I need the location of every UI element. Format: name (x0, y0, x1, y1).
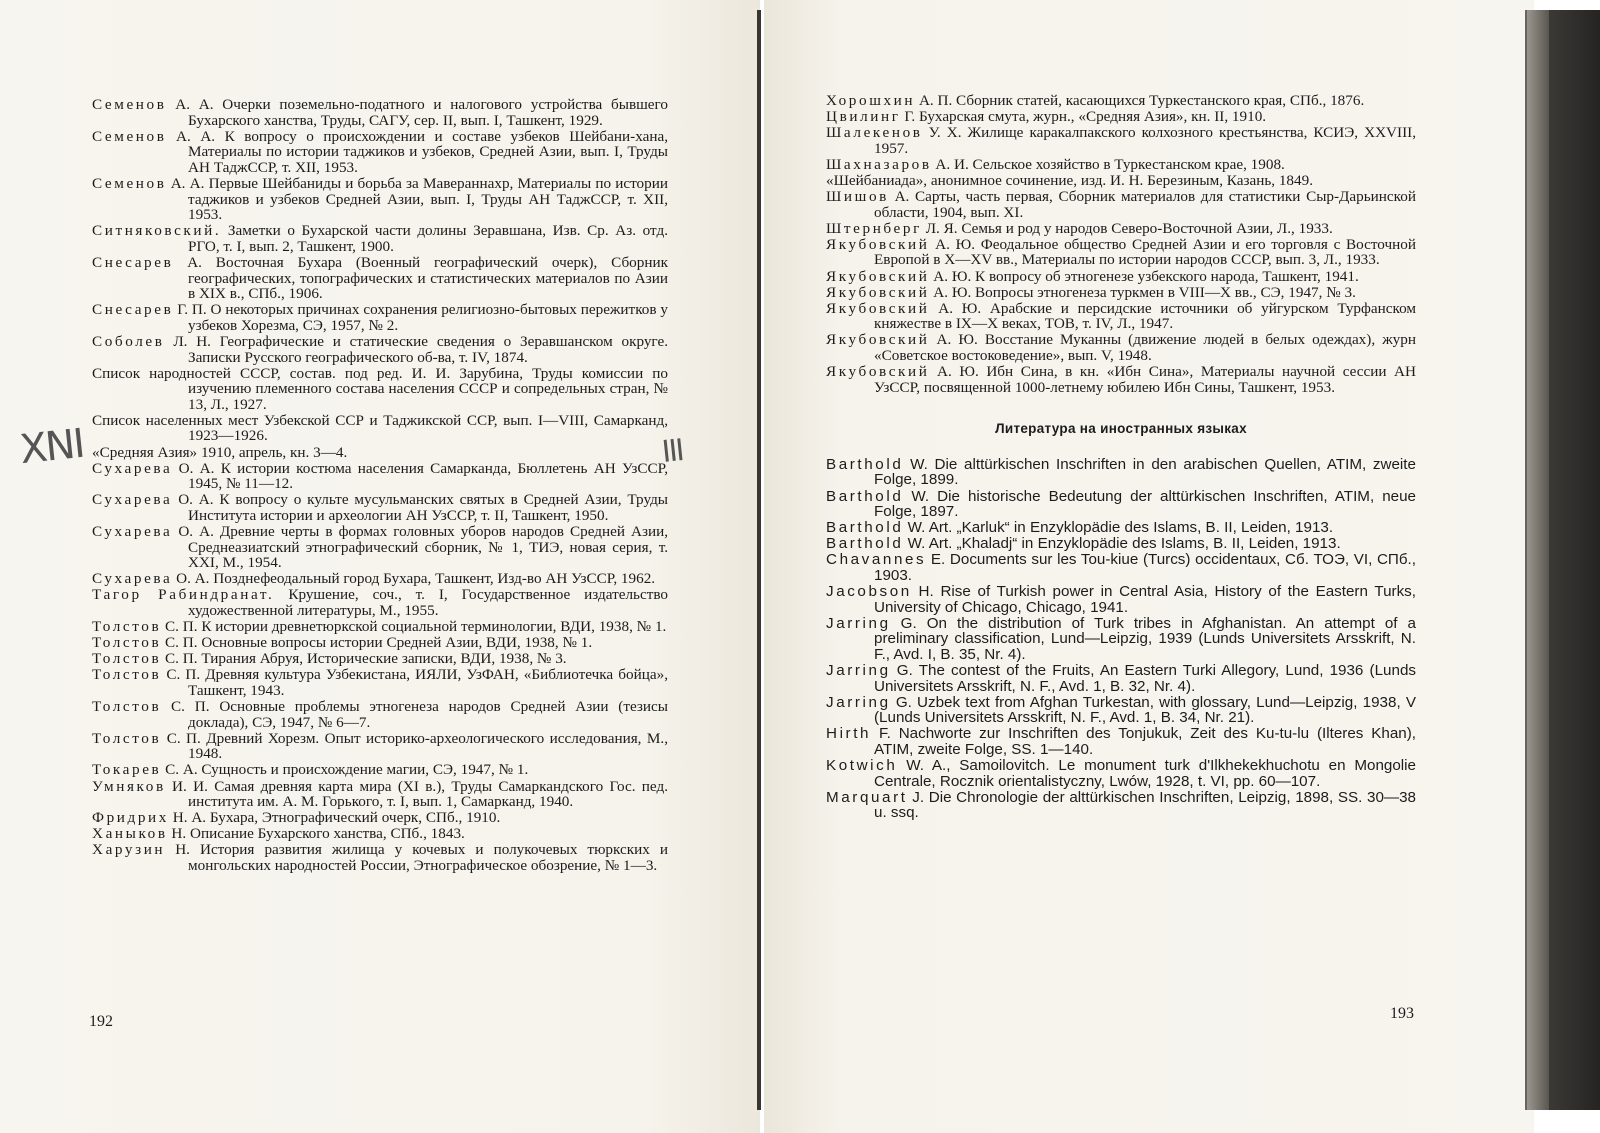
bibliography-entry (826, 457, 1416, 488)
page-number-left: 192 (89, 1013, 113, 1030)
right-bibliography-column (826, 93, 1416, 822)
entry-author: Цвилинг (826, 108, 901, 126)
entry-author: Chavannes (826, 551, 927, 569)
bibliography-entry (826, 173, 1416, 189)
entry-author: Шахназаров (826, 155, 932, 173)
bibliography-entry (92, 651, 668, 667)
bibliography-entry (826, 520, 1416, 536)
entry-author: Якубовский (826, 331, 930, 349)
entry-text: А. Ю. К вопросу об этногенезе узбекского народа, Ташкент, 1941. (933, 267, 1359, 285)
entry-author: Фридрих (92, 809, 169, 827)
entry-author: Якубовский (826, 235, 930, 253)
bibliography-entry (826, 237, 1416, 268)
entry-author: Якубовский (826, 363, 930, 381)
bibliography-entry (92, 334, 668, 365)
entry-text: W. Art. „Karluk“ in Enzyklopädie des Islams, B. II, Leiden, 1913. (907, 519, 1334, 537)
bibliography-entry (92, 731, 668, 762)
entry-author: Толстов (92, 618, 162, 636)
bibliography-entry (92, 524, 668, 571)
entry-text: W. Die historische Bedeutung der alttürkischen Inschriften, ATIM, neue Folge, 1897. (874, 487, 1416, 521)
bibliography-entry (92, 762, 668, 778)
russian-entries (826, 93, 1416, 395)
foreign-entries (826, 457, 1416, 821)
entry-author: Семенов (92, 96, 167, 113)
entry-author: Снесарев (92, 253, 174, 271)
entry-author: Хорошхин (826, 92, 916, 109)
bibliography-entry (92, 587, 668, 618)
entry-author: Толстов (92, 729, 162, 747)
bibliography-entry (826, 285, 1416, 301)
entry-text: Г. П. О некоторых причинах сохранения религиозно-бытовых пережитков у узбеков Хорезма, СЭ, 1957, № 2. (177, 301, 668, 334)
entry-text: W. A., Samoilovitch. Le monument turk d'Ilkhekekhuchotu en Mongolie Centrale, Rocznik orientalistyczny, Lwów, 1928, t. VI, pp. 60—107. (874, 757, 1416, 790)
bibliography-entry (92, 842, 668, 873)
entry-text: G. On the distribution of Turk tribes in Afghanistan. An attempt of a preliminary classification, Lund—Leipzig, 1939 (Lunds Universitets Arsskrift, N. F., Avd. I, B. 35, Nr. 4). (874, 614, 1416, 663)
entry-text: «Шейбаниада», анонимное сочинение, изд. И. Н. Березиным, Казань, 1849. (826, 171, 1314, 189)
entry-text: А. Восточная Бухара (Военный географический очерк), Сборник географических, топографических и статистических материалов по Азии в XIX в., СПб., 1906. (187, 253, 668, 303)
book-cover-edge (1525, 10, 1600, 1110)
bibliography-entry (826, 125, 1416, 156)
entry-text: W. Die alttürkischen Inschriften in den arabischen Quellen, ATIM, zweite Folge, 1899. (874, 455, 1416, 489)
entry-author: Снесарев (92, 301, 174, 319)
bibliography-entry (826, 189, 1416, 220)
bibliography-entry (92, 129, 668, 176)
entry-text: G. The contest of the Fruits, An Eastern Turki Allegory, Lund, 1936 (Lunds Universitets Arsskrift, N. F., Avd. 1, B. 32, Nr. 4). (874, 662, 1416, 695)
entry-author: Шишов (826, 188, 889, 206)
entry-text: А. Ю. Восстание Муканны (движение людей в белых одеждах), журн «Советское востоковедение», вып. V, 1948. (874, 331, 1416, 364)
entry-text: А. Сарты, часть первая, Сборник материалов для статистики Сыр-Дарьинской области, 1904, вып. XI. (874, 188, 1416, 221)
book-gutter (757, 10, 761, 1110)
handwritten-margin-mark: III (660, 433, 685, 470)
entry-author: Умняков (92, 777, 166, 795)
entry-author: Barthold (826, 487, 904, 505)
entry-text: H. Rise of Turkish power in Central Asia, History of the Eastern Turks, University of Chicago, Chicago, 1941. (874, 583, 1416, 616)
bibliography-entry (92, 445, 668, 461)
entry-text: Г. Бухарская смута, журн., «Средняя Азия», кн. II, 1910. (904, 108, 1267, 126)
bibliography-entry (92, 492, 668, 523)
entry-text: J. Die Chronologie der alttürkischen Inschriften, Leipzig, 1898, SS. 30—38 u. ssq. (874, 788, 1416, 822)
bibliography-entry (826, 221, 1416, 237)
entry-text: А. Ю. Вопросы этногенеза туркмен в VIII—X вв., СЭ, 1947, № 3. (933, 283, 1356, 301)
entry-text: Заметки о Бухарской части долины Зеравшана, Изв. Ср. Аз. отд. РГО, т. I, вып. 2, Ташкент, 1900. (188, 222, 669, 255)
bibliography-entry (92, 413, 668, 444)
entry-author: Barthold (826, 519, 904, 537)
bibliography-entry (826, 663, 1416, 694)
entry-text: Список народностей СССР, состав. под ред. И. И. Зарубина, Труды комиссии по изучению племенного состава населения СССР и сопредельных стран, № 13, Л., 1927. (92, 364, 668, 413)
handwritten-margin-note: XNI (17, 420, 86, 474)
entry-author: Marquart (826, 788, 908, 806)
entry-author: Харузин (92, 841, 166, 859)
entry-author: Толстов (92, 650, 162, 668)
entry-text: С. П. Древняя культура Узбекистана, ИЯЛИ, УзФАН, «Библиотечка бойца», Ташкент, 1943. (166, 666, 668, 699)
bibliography-entry (92, 667, 668, 698)
entry-text: Н. История развития жилища у кочевых и полукочевых тюркских и монгольских народностей России, Этнографическое обозрение, № 1—3. (175, 841, 668, 874)
entry-author: Hirth (826, 725, 872, 743)
entry-author: Сухарева (92, 459, 173, 477)
bibliography-entry (92, 699, 668, 730)
entry-author: Barthold (826, 535, 904, 553)
bibliography-entry (826, 364, 1416, 395)
entry-text: Н. Описание Бухарского ханства, СПб., 1843. (171, 825, 465, 843)
entry-text: А. А. К вопросу о происхождении и составе узбеков Шейбани-хана, Материалы по истории таджиков и узбеков, Средней Азии, вып. I, Труды АН ТаджССР, т. XII, 1953. (176, 127, 669, 176)
bibliography-entry (826, 790, 1416, 821)
entry-author: Шалекенов (826, 124, 923, 142)
bibliography-entry (826, 157, 1416, 173)
entry-text: С. А. Сущность и происхождение магии, СЭ, 1947, № 1. (165, 761, 529, 779)
entry-text: А. А. Очерки поземельно-податного и налогового устройства бывшего Бухарского ханства, Труды, САГУ, сер. II, вып. I, Ташкент, 1929. (175, 96, 668, 129)
entry-author: Толстов (92, 634, 162, 652)
entry-author: Тагор Рабиндранат. (92, 586, 275, 604)
entry-text: А. Ю. Арабские и персидские источники об уйгурском Турфанском княжестве в IX—X веках, ТОВ, т. IV, Л., 1947. (874, 299, 1417, 333)
entry-author: Якубовский (826, 267, 930, 285)
entry-author: Jarring (826, 662, 891, 680)
bibliography-entry (92, 619, 668, 635)
entry-text: С. П. Тирания Абруя, Исторические записки, ВДИ, 1938, № 3. (165, 650, 567, 668)
entry-author: Толстов (92, 666, 162, 684)
bibliography-entry (826, 536, 1416, 552)
entry-text: Список населенных мест Узбекской ССР и Таджикской ССР, вып. I—VIII, Самарканд, 1923—1926. (92, 411, 668, 445)
entry-text: А. П. Сборник статей, касающихся Туркестанского края, СПб., 1876. (918, 92, 1365, 109)
entry-author: Сухарева (92, 491, 173, 509)
entry-author: Штернберг (826, 219, 922, 237)
entry-author: Jarring (826, 693, 891, 711)
entry-author: Kotwich (826, 757, 898, 775)
entry-text: С. П. Древний Хорезм. Опыт историко-археологического исследования, М., 1948. (166, 729, 669, 763)
entry-text: Л. Я. Семья и род у народов Северо-Восточной Азии, Л., 1933. (925, 219, 1333, 237)
left-bibliography-column (92, 97, 668, 874)
entry-author: Токарев (92, 761, 162, 779)
entry-author: Сухарева (92, 523, 173, 541)
bibliography-entry (92, 779, 668, 810)
entry-author: Ситняковский. (92, 222, 222, 240)
entry-author: Сухарева (92, 570, 173, 588)
entry-text: А. Ю. Феодальное общество Средней Азии и его торговля с Восточной Европой в X—XV вв., Материалы по истории народов СССР, вып. 3, Л., 1933. (874, 235, 1416, 269)
entry-text: G. Uzbek text from Afghan Turkestan, with glossary, Lund—Leipzig, 1938, V (Lunds Universitets Arsskrift, N. F., Avd. 1, B. 34, Nr. 21). (874, 693, 1416, 727)
bibliography-entry (826, 301, 1416, 332)
bibliography-entry (826, 695, 1416, 726)
bibliography-entry (826, 726, 1416, 757)
entry-author: Семенов (92, 127, 167, 145)
entry-text: E. Documents sur les Tou-kiue (Turcs) occidentaux, Сб. ТОЭ, VI, СПб., 1903. (874, 551, 1416, 585)
entry-author: Толстов (92, 698, 162, 716)
entry-text: А. А. Первые Шейбаниды и борьба за Мавераннахр, Материалы по истории таджиков и узбеков Средней Азии, вып. I, Труды АН ТаджССР, т. XII, 1953. (170, 174, 668, 224)
bibliography-entry (92, 223, 668, 254)
bibliography-entry (92, 635, 668, 651)
bibliography-entry (826, 758, 1416, 789)
bibliography-entry (826, 269, 1416, 285)
entry-author: Jacobson (826, 583, 912, 601)
bibliography-entry (92, 571, 668, 587)
entry-author: Соболев (92, 332, 165, 350)
bibliography-entry (826, 332, 1416, 363)
entry-text: Н. А. Бухара, Этнографический очерк, СПб., 1910. (172, 809, 501, 827)
bibliography-entry (826, 109, 1416, 125)
bibliography-entry (92, 97, 668, 128)
entry-author: Barthold (826, 455, 904, 473)
bibliography-entry (826, 616, 1416, 663)
bibliography-entry (826, 93, 1416, 109)
entry-author: Якубовский (826, 299, 930, 317)
entry-text: О. А. К вопросу о культе мусульманских святых в Средней Азии, Труды Института истории и археологии АН УзССР, т. II, Ташкент, 1950. (178, 491, 669, 524)
bibliography-entry (92, 176, 668, 223)
entry-text: О. А. К истории костюма населения Самарканда, Бюллетень АН УзССР, 1945, № 11—12. (178, 459, 669, 493)
bibliography-entry (92, 810, 668, 826)
entry-author: Якубовский (826, 283, 930, 301)
bibliography-entry (826, 552, 1416, 583)
entry-text: О. А. Позднефеодальный город Бухара, Ташкент, Изд-во АН УзССР, 1962. (176, 570, 656, 588)
entry-text: С. П. Основные вопросы истории Средней Азии, ВДИ, 1938, № 1. (165, 634, 593, 652)
bibliography-entry (92, 366, 668, 413)
entry-text: А. И. Сельское хозяйство в Туркестанском крае, 1908. (935, 155, 1285, 173)
entry-author: Ханыков (92, 825, 168, 843)
entry-text: С. П. Основные проблемы этногенеза народов Средней Азии (тезисы доклада), СЭ, 1947, № 6—7. (171, 698, 668, 731)
bibliography-entry (826, 489, 1416, 520)
bibliography-entry (92, 255, 668, 302)
page-number-right: 193 (1390, 1005, 1414, 1022)
entry-text: W. Art. „Khaladj“ in Enzyklopädie des Islams, B. II, Leiden, 1913. (907, 535, 1341, 553)
entry-text: С. П. К истории древнетюркской социальной терминологии, ВДИ, 1938, № 1. (165, 618, 667, 636)
bibliography-entry (826, 584, 1416, 615)
entry-text: Крушение, соч., т. I, Государственное издательство художественной литературы, М., 1955. (188, 586, 669, 619)
entry-text: F. Nachworte zur Inschriften des Tonjukuk, Zeit des Ku-tu-lu (Ilteres Khan), ATIM, zweite Folge, SS. 1—140. (874, 725, 1416, 759)
entry-text: И. И. Самая древняя карта мира (XI в.), Труды Самаркандского Гос. пед. института им. А. М. Горького, т. I, вып. 1, Самарканд, 1940. (172, 777, 668, 811)
entry-text: О. А. Древние черты в формах головных уборов народов Средней Азии, Среднеазиатский этнографический сборник, № 1, ТИЭ, новая серия, т. XXI, М., 1954. (178, 523, 668, 572)
bibliography-entry (92, 461, 668, 492)
entry-text: «Средняя Азия» 1910, апрель, кн. 3—4. (92, 443, 348, 461)
bibliography-entry (92, 826, 668, 842)
entry-author: Jarring (826, 614, 891, 632)
entry-author: Семенов (92, 174, 167, 192)
entry-text: У. Х. Жилище каракалпакского колхозного крестьянства, КСИЭ, XXVIII, 1957. (874, 124, 1416, 157)
entry-text: А. Ю. Ибн Сина, в кн. «Ибн Сина», Материалы научной сессии АН УзССР, посвященной 1000-летнему юбилею Ибн Сины, Ташкент, 1953. (874, 363, 1416, 396)
entry-text: Л. Н. Географические и статические сведения о Зеравшанском округе. Записки Русского географического об-ва, т. IV, 1874. (173, 332, 669, 366)
bibliography-entry (92, 302, 668, 333)
foreign-literature-heading: Литература на иностранных языках (995, 421, 1247, 437)
